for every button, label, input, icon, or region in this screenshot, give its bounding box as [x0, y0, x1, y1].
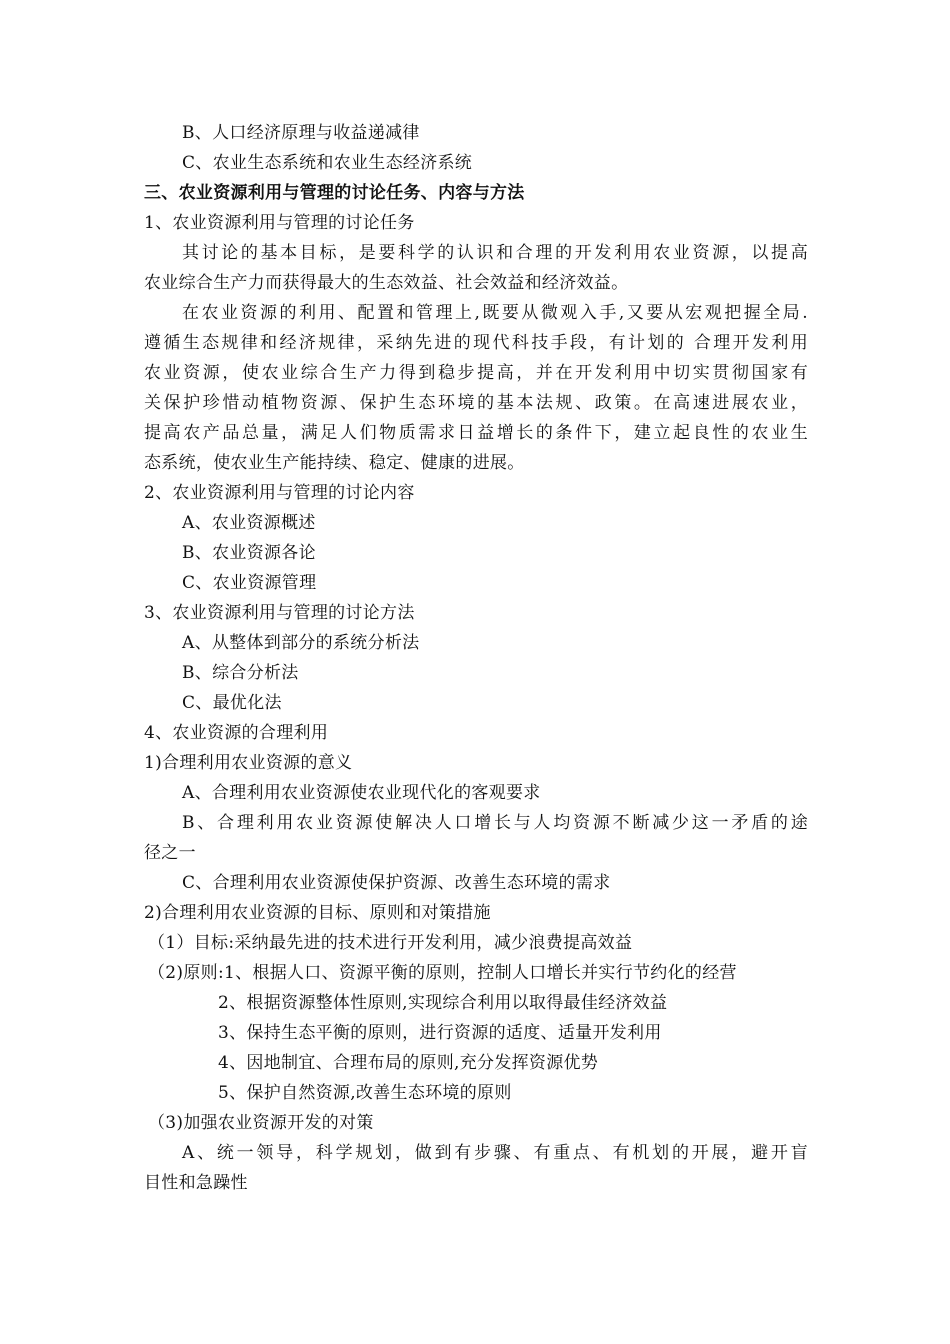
list-item: A、从整体到部分的系统分析法 — [182, 633, 420, 653]
list-item: A、统一领导，科学规划，做到有步骤、有重点、有机划的开展，避开盲 — [182, 1143, 808, 1163]
paragraph-line: 提高农产品总量，满足人们物质需求日益增长的条件下，建立起良性的农业生 — [144, 423, 808, 443]
paragraph-line: 其讨论的基本目标，是要科学的认识和合理的开发利用农业资源，以提高 — [182, 243, 808, 263]
list-item: C、合理利用农业资源使保护资源、改善生态环境的需求 — [182, 873, 611, 893]
sub-heading: 2)合理利用农业资源的目标、原则和对策措施 — [144, 903, 491, 923]
list-item: A、农业资源概述 — [182, 513, 316, 533]
subsection-heading: 3、农业资源利用与管理的讨论方法 — [144, 603, 415, 623]
subsection-heading: 2、农业资源利用与管理的讨论内容 — [144, 483, 415, 503]
list-item: B、综合分析法 — [182, 663, 299, 683]
section-heading: 三、农业资源利用与管理的讨论任务、内容与方法 — [144, 183, 525, 203]
document-body — [144, 118, 808, 1198]
list-item-c: C、农业生态系统和农业生态经济系统 — [182, 153, 473, 173]
sub-heading: 1)合理利用农业资源的意义 — [144, 753, 353, 773]
list-item: B、合理利用农业资源使解决人口增长与人均资源不断减少这一矛盾的途 — [182, 813, 808, 833]
paragraph-line: 农业综合生产力而获得最大的生态效益、社会效益和经济效益。 — [144, 273, 629, 293]
subsection-heading: 4、农业资源的合理利用 — [144, 723, 329, 743]
paragraph-line: 遵循生态规律和经济规律，采纳先进的现代科技手段，有计划的 合理开发利用 — [144, 333, 808, 353]
paragraph-line: 关保护珍惜动植物资源、保护生态环境的基本法规、政策。在高速进展农业， — [144, 393, 808, 413]
list-item-b: B、人口经济原理与收益递减律 — [182, 123, 420, 143]
list-item: B、农业资源各论 — [182, 543, 316, 563]
paragraph-line: 在农业资源的利用、配置和管理上,既要从微观入手,又要从宏观把握全局. — [182, 303, 808, 323]
list-item: A、合理利用农业资源使农业现代化的客观要求 — [182, 783, 541, 803]
list-item: （3)加强农业资源开发的对策 — [148, 1113, 374, 1133]
list-item: C、农业资源管理 — [182, 573, 317, 593]
paragraph-line: 态系统，使农业生产能持续、稳定、健康的进展。 — [144, 453, 525, 473]
principle-item: 2、根据资源整体性原则,实现综合利用以取得最佳经济效益 — [218, 993, 668, 1013]
principle-item: 4、因地制宜、合理布局的原则,充分发挥资源优势 — [218, 1053, 599, 1073]
list-item: （1）目标:采纳最先进的技术进行开发利用，减少浪费提高效益 — [148, 933, 633, 953]
list-item: （2)原则:1、根据人口、资源平衡的原则，控制人口增长并实行节约化的经营 — [148, 963, 737, 983]
list-item-continuation: 目性和急躁性 — [144, 1173, 248, 1193]
principle-item: 5、保护自然资源,改善生态环境的原则 — [218, 1083, 512, 1103]
subsection-heading: 1、农业资源利用与管理的讨论任务 — [144, 213, 415, 233]
principle-item: 3、保持生态平衡的原则，进行资源的适度、适量开发利用 — [218, 1023, 662, 1043]
paragraph-line: 农业资源，使农业综合生产力得到稳步提高，并在开发利用中切实贯彻国家有 — [144, 363, 808, 383]
list-item: C、最优化法 — [182, 693, 282, 713]
list-item-continuation: 径之一 — [144, 843, 196, 863]
